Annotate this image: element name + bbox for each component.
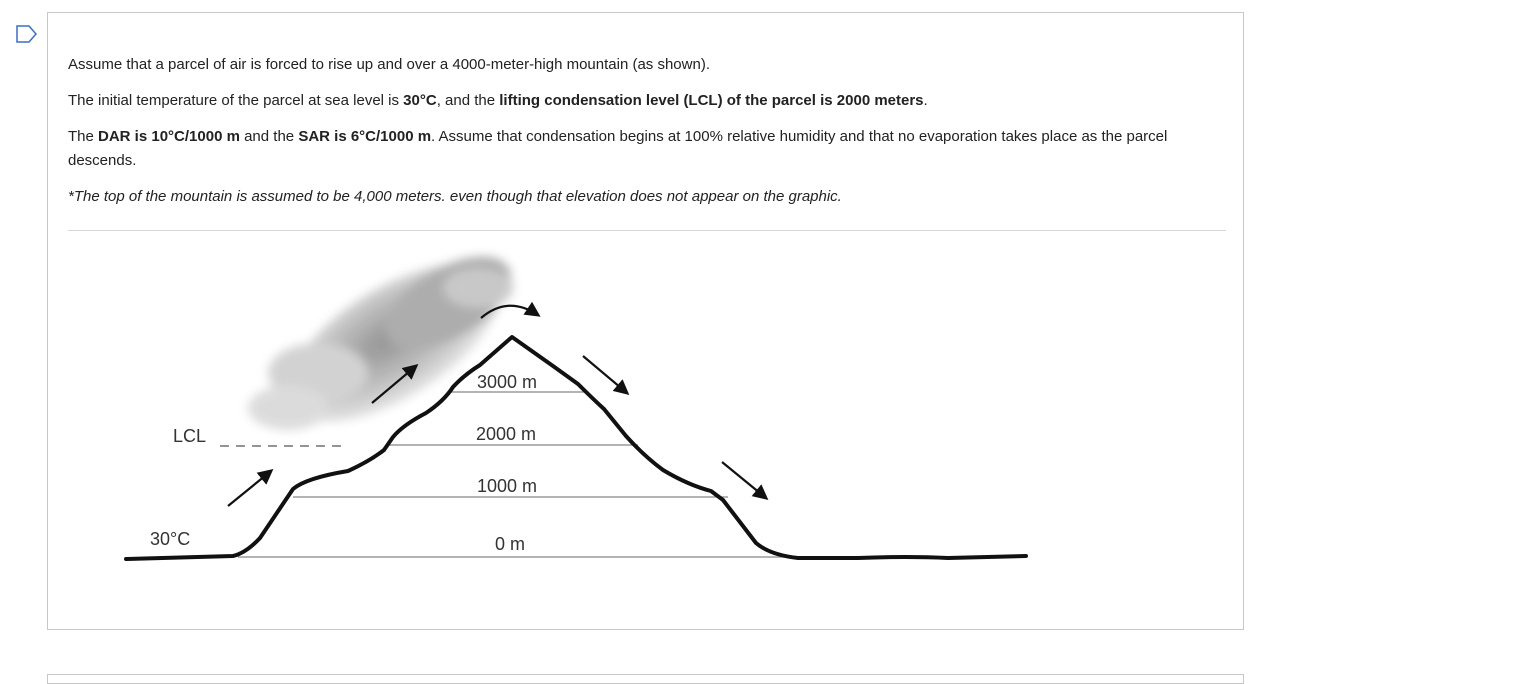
bookmark-icon[interactable] bbox=[16, 25, 38, 43]
downslope-arrow-upper bbox=[583, 356, 627, 393]
next-question-card bbox=[47, 674, 1244, 684]
lcl-statement: lifting condensation level (LCL) of the parcel is 2000 meters bbox=[499, 92, 924, 109]
elevation-label-0: 0 m bbox=[495, 534, 526, 554]
mountain-outline bbox=[126, 337, 1026, 559]
intro-paragraph: Assume that a parcel of air is forced to rise up and over a 4000-meter-high mountain (as shown). bbox=[68, 56, 710, 73]
elevation-label-1000: 1000 m bbox=[477, 476, 538, 496]
upslope-arrow-lower bbox=[228, 471, 271, 506]
text-segment: The initial temperature of the parcel at sea level is bbox=[68, 92, 404, 109]
sar-value: SAR is 6°C/1000 m bbox=[298, 128, 432, 145]
lcl-label: LCL bbox=[173, 426, 207, 446]
start-temperature-label: 30°C bbox=[150, 529, 191, 549]
elevation-label-3000: 3000 m bbox=[477, 372, 538, 392]
cloud-shape bbox=[248, 233, 526, 453]
mountain-diagram bbox=[48, 13, 1243, 629]
text-segment: . Assume that condensation begins at 100% relative humidity and that no evaporation takes place as the parcel descends. bbox=[68, 128, 1168, 169]
elevation-label-2000: 2000 m bbox=[476, 424, 537, 444]
mountain-height-note: *The top of the mountain is assumed to be 4,000 meters. even though that elevation does not appear on the graphic. bbox=[68, 188, 842, 205]
question-card bbox=[47, 12, 1244, 630]
initial-temperature: 30°C bbox=[403, 92, 437, 109]
downslope-arrow-lower bbox=[722, 462, 766, 498]
text-segment: and the bbox=[239, 128, 299, 145]
dar-value: DAR is 10°C/1000 m bbox=[98, 128, 240, 145]
text-segment: The bbox=[68, 128, 99, 145]
text-segment: . bbox=[923, 92, 928, 109]
text-segment: , and the bbox=[436, 92, 500, 109]
